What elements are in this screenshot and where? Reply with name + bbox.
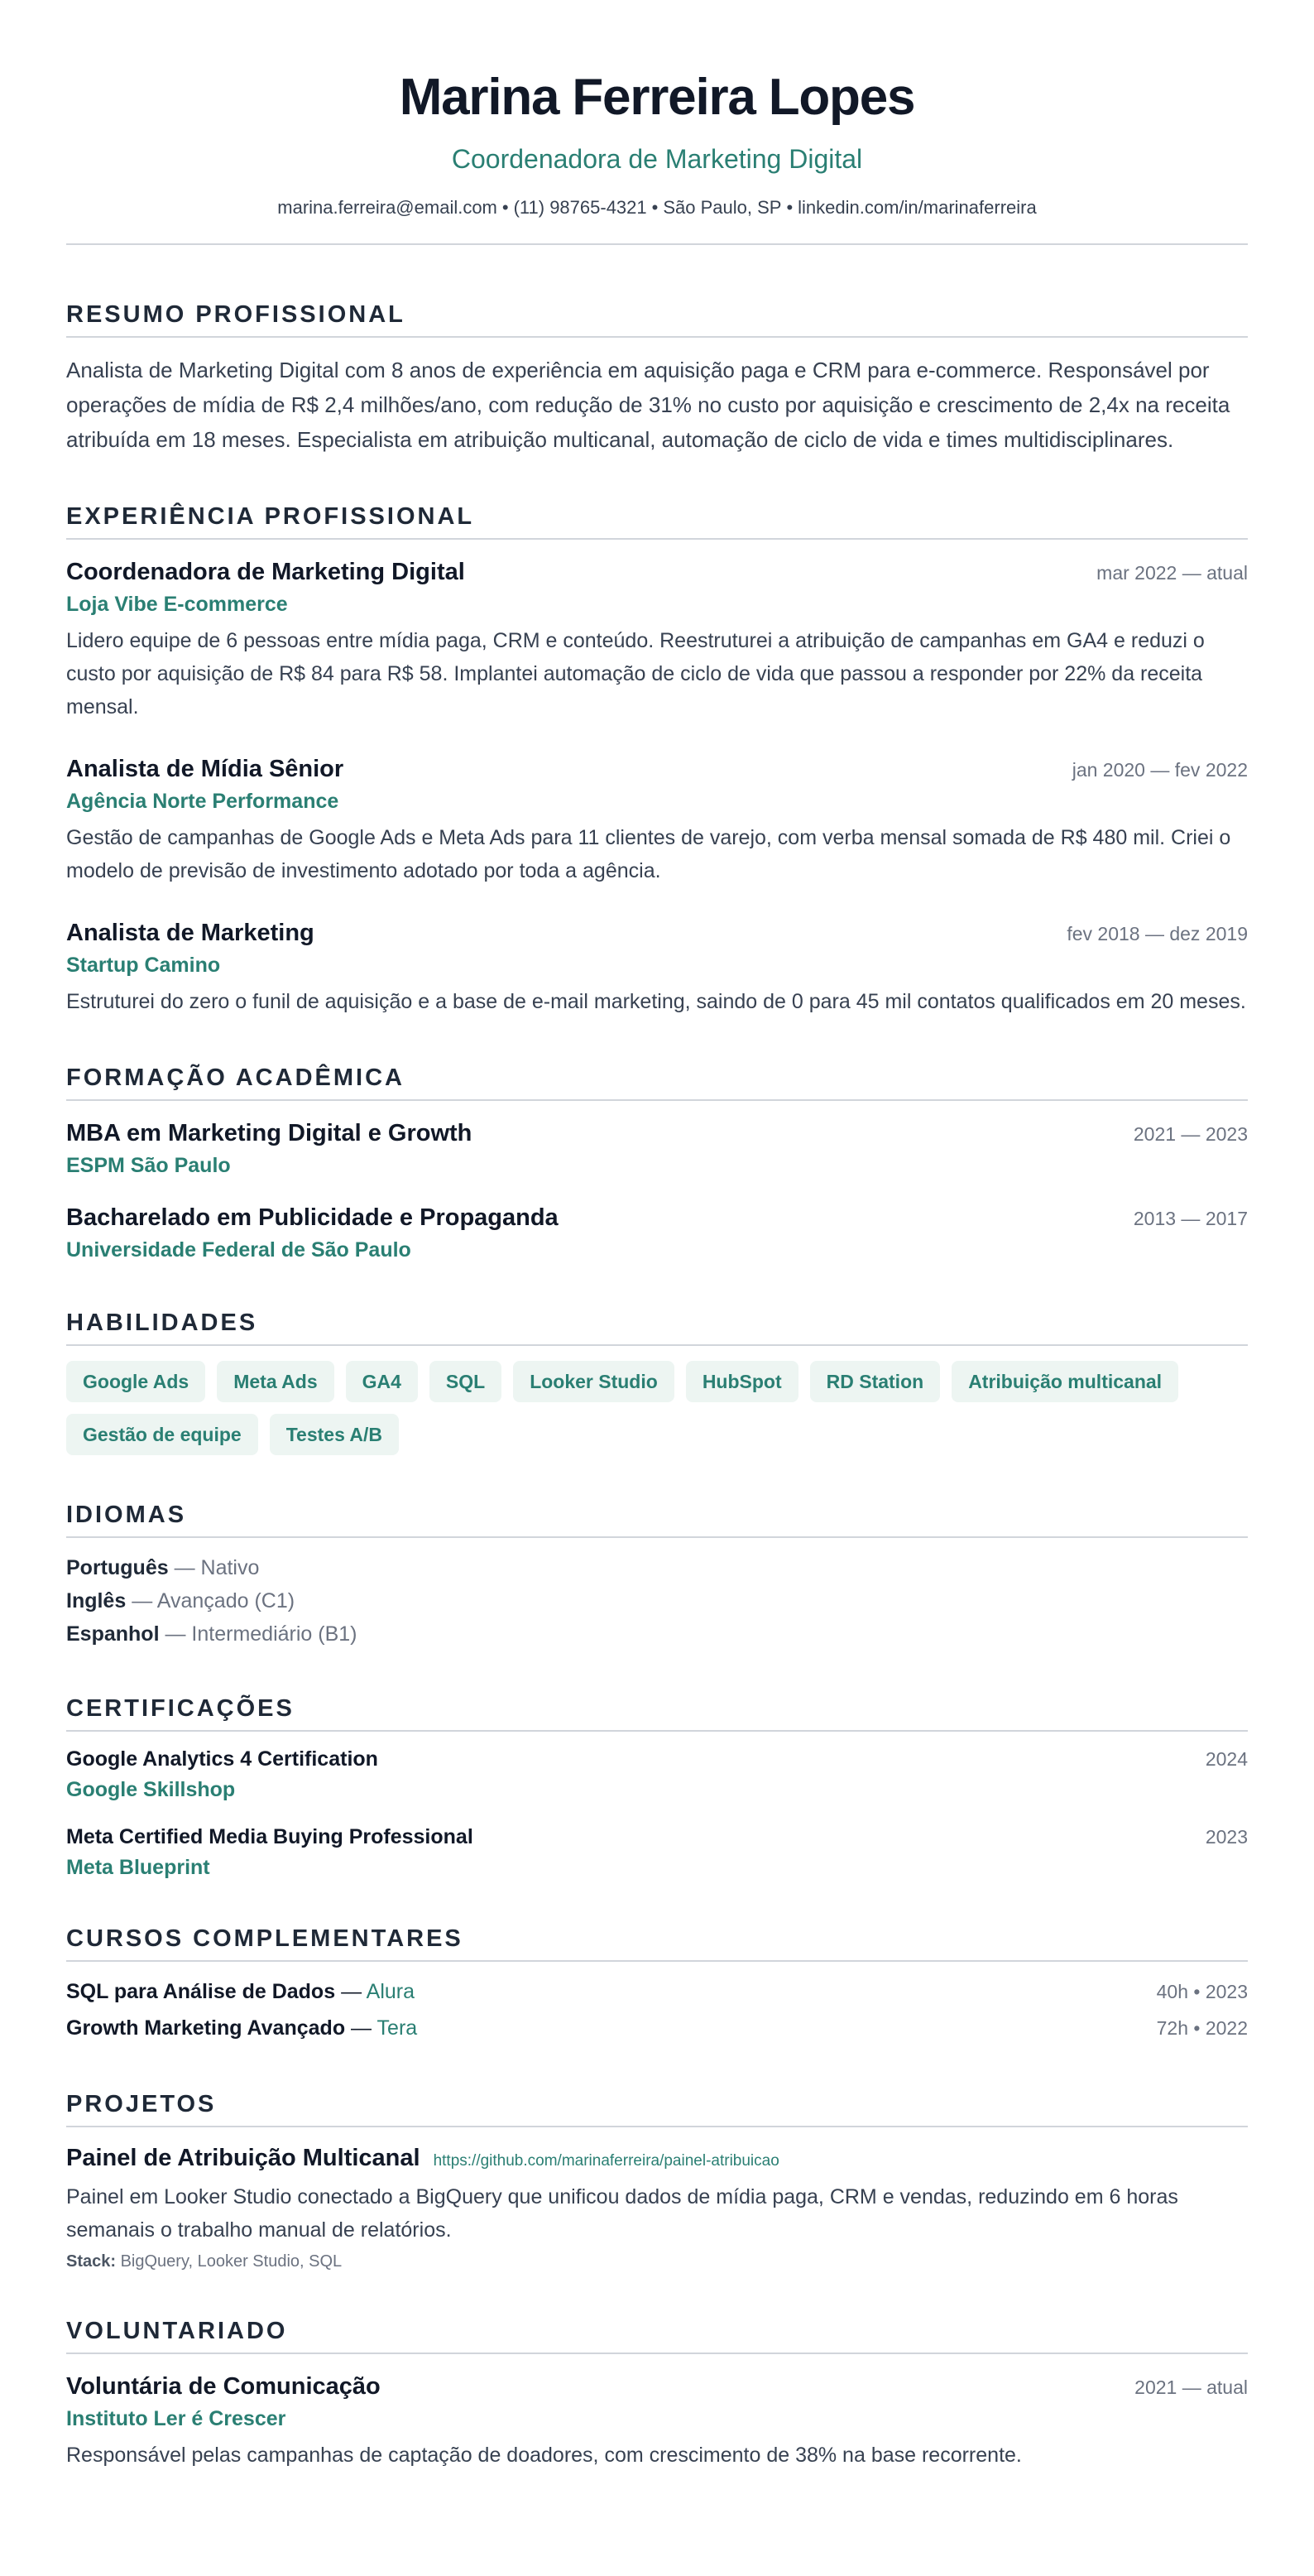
projects-section [66, 2089, 1248, 2273]
education-entry [66, 1202, 1248, 1263]
experience-section [66, 502, 1248, 1018]
language-dash: — [165, 1622, 186, 1646]
project-description: Painel em Looker Studio conectado a BigQuery que unificou dados de mídia paga, CRM e vendas, reduzindo em 6 horas semanais o trabalho manual de relatórios. [66, 2185, 1178, 2242]
section-title: FORMAÇÃO ACADÊMICA [66, 1063, 1248, 1101]
skill-tag: RD Station [810, 1361, 941, 1402]
course-name: Growth Marketing Avançado [66, 2016, 346, 2040]
certification-year: 2024 [1205, 1748, 1248, 1770]
course-meta: 72h • 2022 [1156, 2017, 1248, 2039]
skill-tags [66, 1361, 1248, 1455]
course-school: Alura [366, 1980, 415, 2003]
contact-email[interactable]: marina.ferreira@email.com [277, 197, 497, 218]
language-dash: — [174, 1556, 195, 1579]
course-item [66, 2010, 1248, 2046]
course-school: Tera [376, 2016, 418, 2040]
job-date: fev 2018 — dez 2019 [1067, 923, 1248, 944]
education-entry [66, 1117, 1248, 1179]
course-list [66, 1973, 1248, 2046]
contact-separator: • [501, 197, 509, 218]
language-level: Avançado (C1) [156, 1589, 295, 1612]
company-name: Startup Camino [66, 954, 221, 977]
degree-date: 2013 — 2017 [1133, 1208, 1248, 1229]
certification-entry [66, 1823, 1248, 1881]
resume-header [66, 0, 1248, 245]
company-name: Loja Vibe E-commerce [66, 593, 288, 616]
project-stack [66, 2250, 1248, 2273]
contact-phone: (11) 98765-4321 [513, 197, 647, 218]
language-level: Nativo [200, 1556, 260, 1579]
language-dash: — [132, 1589, 153, 1612]
certification-title: Meta Certified Media Buying Professional [66, 1825, 473, 1848]
course-dash: — [351, 2016, 372, 2040]
contact-separator: • [651, 197, 659, 218]
volunteer-date: 2021 — atual [1134, 2377, 1248, 2398]
project-link[interactable]: https://github.com/marinaferreira/painel-atribuicao [433, 2152, 779, 2170]
job-title: Analista de Mídia Sênior [66, 756, 344, 782]
certification-issuer: Google Skillshop [66, 1778, 236, 1801]
language-name: Inglês [66, 1589, 127, 1612]
section-title: CURSOS COMPLEMENTARES [66, 1924, 1248, 1962]
institution-name: Universidade Federal de São Paulo [66, 1238, 411, 1262]
skill-tag: Gestão de equipe [66, 1414, 258, 1455]
volunteer-entry [66, 2371, 1248, 2472]
contact-location: São Paulo, SP [663, 197, 782, 218]
certification-entry [66, 1745, 1248, 1803]
language-name: Espanhol [66, 1622, 160, 1646]
skill-tag: HubSpot [686, 1361, 798, 1402]
project-title: Painel de Atribuição Multicanal [66, 2145, 420, 2171]
volunteer-description: Responsável pelas campanhas de captação de doadores, com crescimento de 38% na base recorrente. [66, 2444, 1022, 2467]
certification-title: Google Analytics 4 Certification [66, 1747, 378, 1771]
courses-section [66, 1924, 1248, 2046]
language-name: Português [66, 1556, 169, 1579]
skill-tag: Testes A/B [270, 1414, 399, 1455]
summary-text: Analista de Marketing Digital com 8 anos de experiência em aquisição paga e CRM para e-commerce. Responsável por operações de mídia de R$ 2,4 milhões/ano, com redução de 31% no custo por aquisição e crescimento de 2,4x na receita atribuída em 18 meses. Especialista em atribuição multicanal, automação de ciclo de vida e times multidisciplinares. [66, 358, 1230, 452]
language-item [66, 1584, 1248, 1617]
job-title: Analista de Marketing [66, 920, 314, 946]
language-item [66, 1617, 1248, 1651]
degree-date: 2021 — 2023 [1133, 1123, 1248, 1145]
summary-section [66, 300, 1248, 457]
section-title: HABILIDADES [66, 1308, 1248, 1346]
skills-section [66, 1308, 1248, 1455]
education-section [66, 1063, 1248, 1263]
volunteer-org: Instituto Ler é Crescer [66, 2407, 286, 2430]
skill-tag: Atribuição multicanal [952, 1361, 1178, 1402]
contact-linkedin[interactable]: linkedin.com/in/marinaferreira [798, 197, 1037, 218]
skill-tag: Google Ads [66, 1361, 205, 1402]
certification-issuer: Meta Blueprint [66, 1856, 210, 1879]
institution-name: ESPM São Paulo [66, 1154, 231, 1177]
job-description: Gestão de campanhas de Google Ads e Meta Ads para 11 clientes de varejo, com verba mensal somada de R$ 480 mil. Criei o modelo de previsão de investimento adotado por toda a agência. [66, 826, 1231, 882]
course-name: SQL para Análise de Dados [66, 1980, 336, 2003]
skill-tag: GA4 [346, 1361, 418, 1402]
course-item [66, 1973, 1248, 2010]
section-title: VOLUNTARIADO [66, 2316, 1248, 2354]
section-title: IDIOMAS [66, 1500, 1248, 1538]
company-name: Agência Norte Performance [66, 790, 339, 813]
language-item [66, 1551, 1248, 1584]
contact-separator: • [786, 197, 794, 218]
volunteer-section [66, 2316, 1248, 2472]
course-dash: — [341, 1980, 362, 2003]
stack-value: BigQuery, Looker Studio, SQL [120, 2252, 343, 2271]
language-list [66, 1551, 1248, 1651]
certifications-section [66, 1694, 1248, 1881]
experience-entry [66, 556, 1248, 723]
header-divider [66, 243, 1248, 245]
job-date: mar 2022 — atual [1096, 562, 1248, 584]
project-header [66, 2142, 1248, 2174]
languages-section [66, 1500, 1248, 1651]
skill-tag: Meta Ads [217, 1361, 333, 1402]
degree-title: MBA em Marketing Digital e Growth [66, 1120, 472, 1146]
course-meta: 40h • 2023 [1156, 1981, 1248, 2002]
section-title: CERTIFICAÇÕES [66, 1694, 1248, 1732]
section-title: PROJETOS [66, 2089, 1248, 2127]
section-title: EXPERIÊNCIA PROFISSIONAL [66, 502, 1248, 540]
skill-tag: Looker Studio [513, 1361, 674, 1402]
certification-year: 2023 [1205, 1826, 1248, 1848]
job-title: Coordenadora de Marketing Digital [66, 559, 465, 585]
experience-entry [66, 753, 1248, 887]
job-description: Estruturei do zero o funil de aquisição e a base de e-mail marketing, saindo de 0 para 45 mil contatos qualificados em 20 meses. [66, 990, 1246, 1013]
candidate-name: Marina Ferreira Lopes [399, 69, 915, 126]
job-date: jan 2020 — fev 2022 [1072, 759, 1248, 781]
job-description: Lidero equipe de 6 pessoas entre mídia paga, CRM e conteúdo. Reestruturei a atribuição de campanhas em GA4 e reduzi o custo por aquisição de R$ 84 para R$ 58. Implantei automação de ciclo de vida que passou a responder por 22% da receita mensal. [66, 629, 1205, 718]
skill-tag: SQL [429, 1361, 501, 1402]
experience-entry [66, 917, 1248, 1018]
contact-line [66, 195, 1248, 220]
volunteer-title: Voluntária de Comunicação [66, 2373, 381, 2400]
language-level: Intermediário (B1) [191, 1622, 357, 1646]
section-title: RESUMO PROFISSIONAL [66, 300, 1248, 338]
degree-title: Bacharelado em Publicidade e Propaganda [66, 1204, 559, 1231]
candidate-role: Coordenadora de Marketing Digital [451, 144, 863, 174]
stack-label: Stack: [66, 2252, 117, 2271]
